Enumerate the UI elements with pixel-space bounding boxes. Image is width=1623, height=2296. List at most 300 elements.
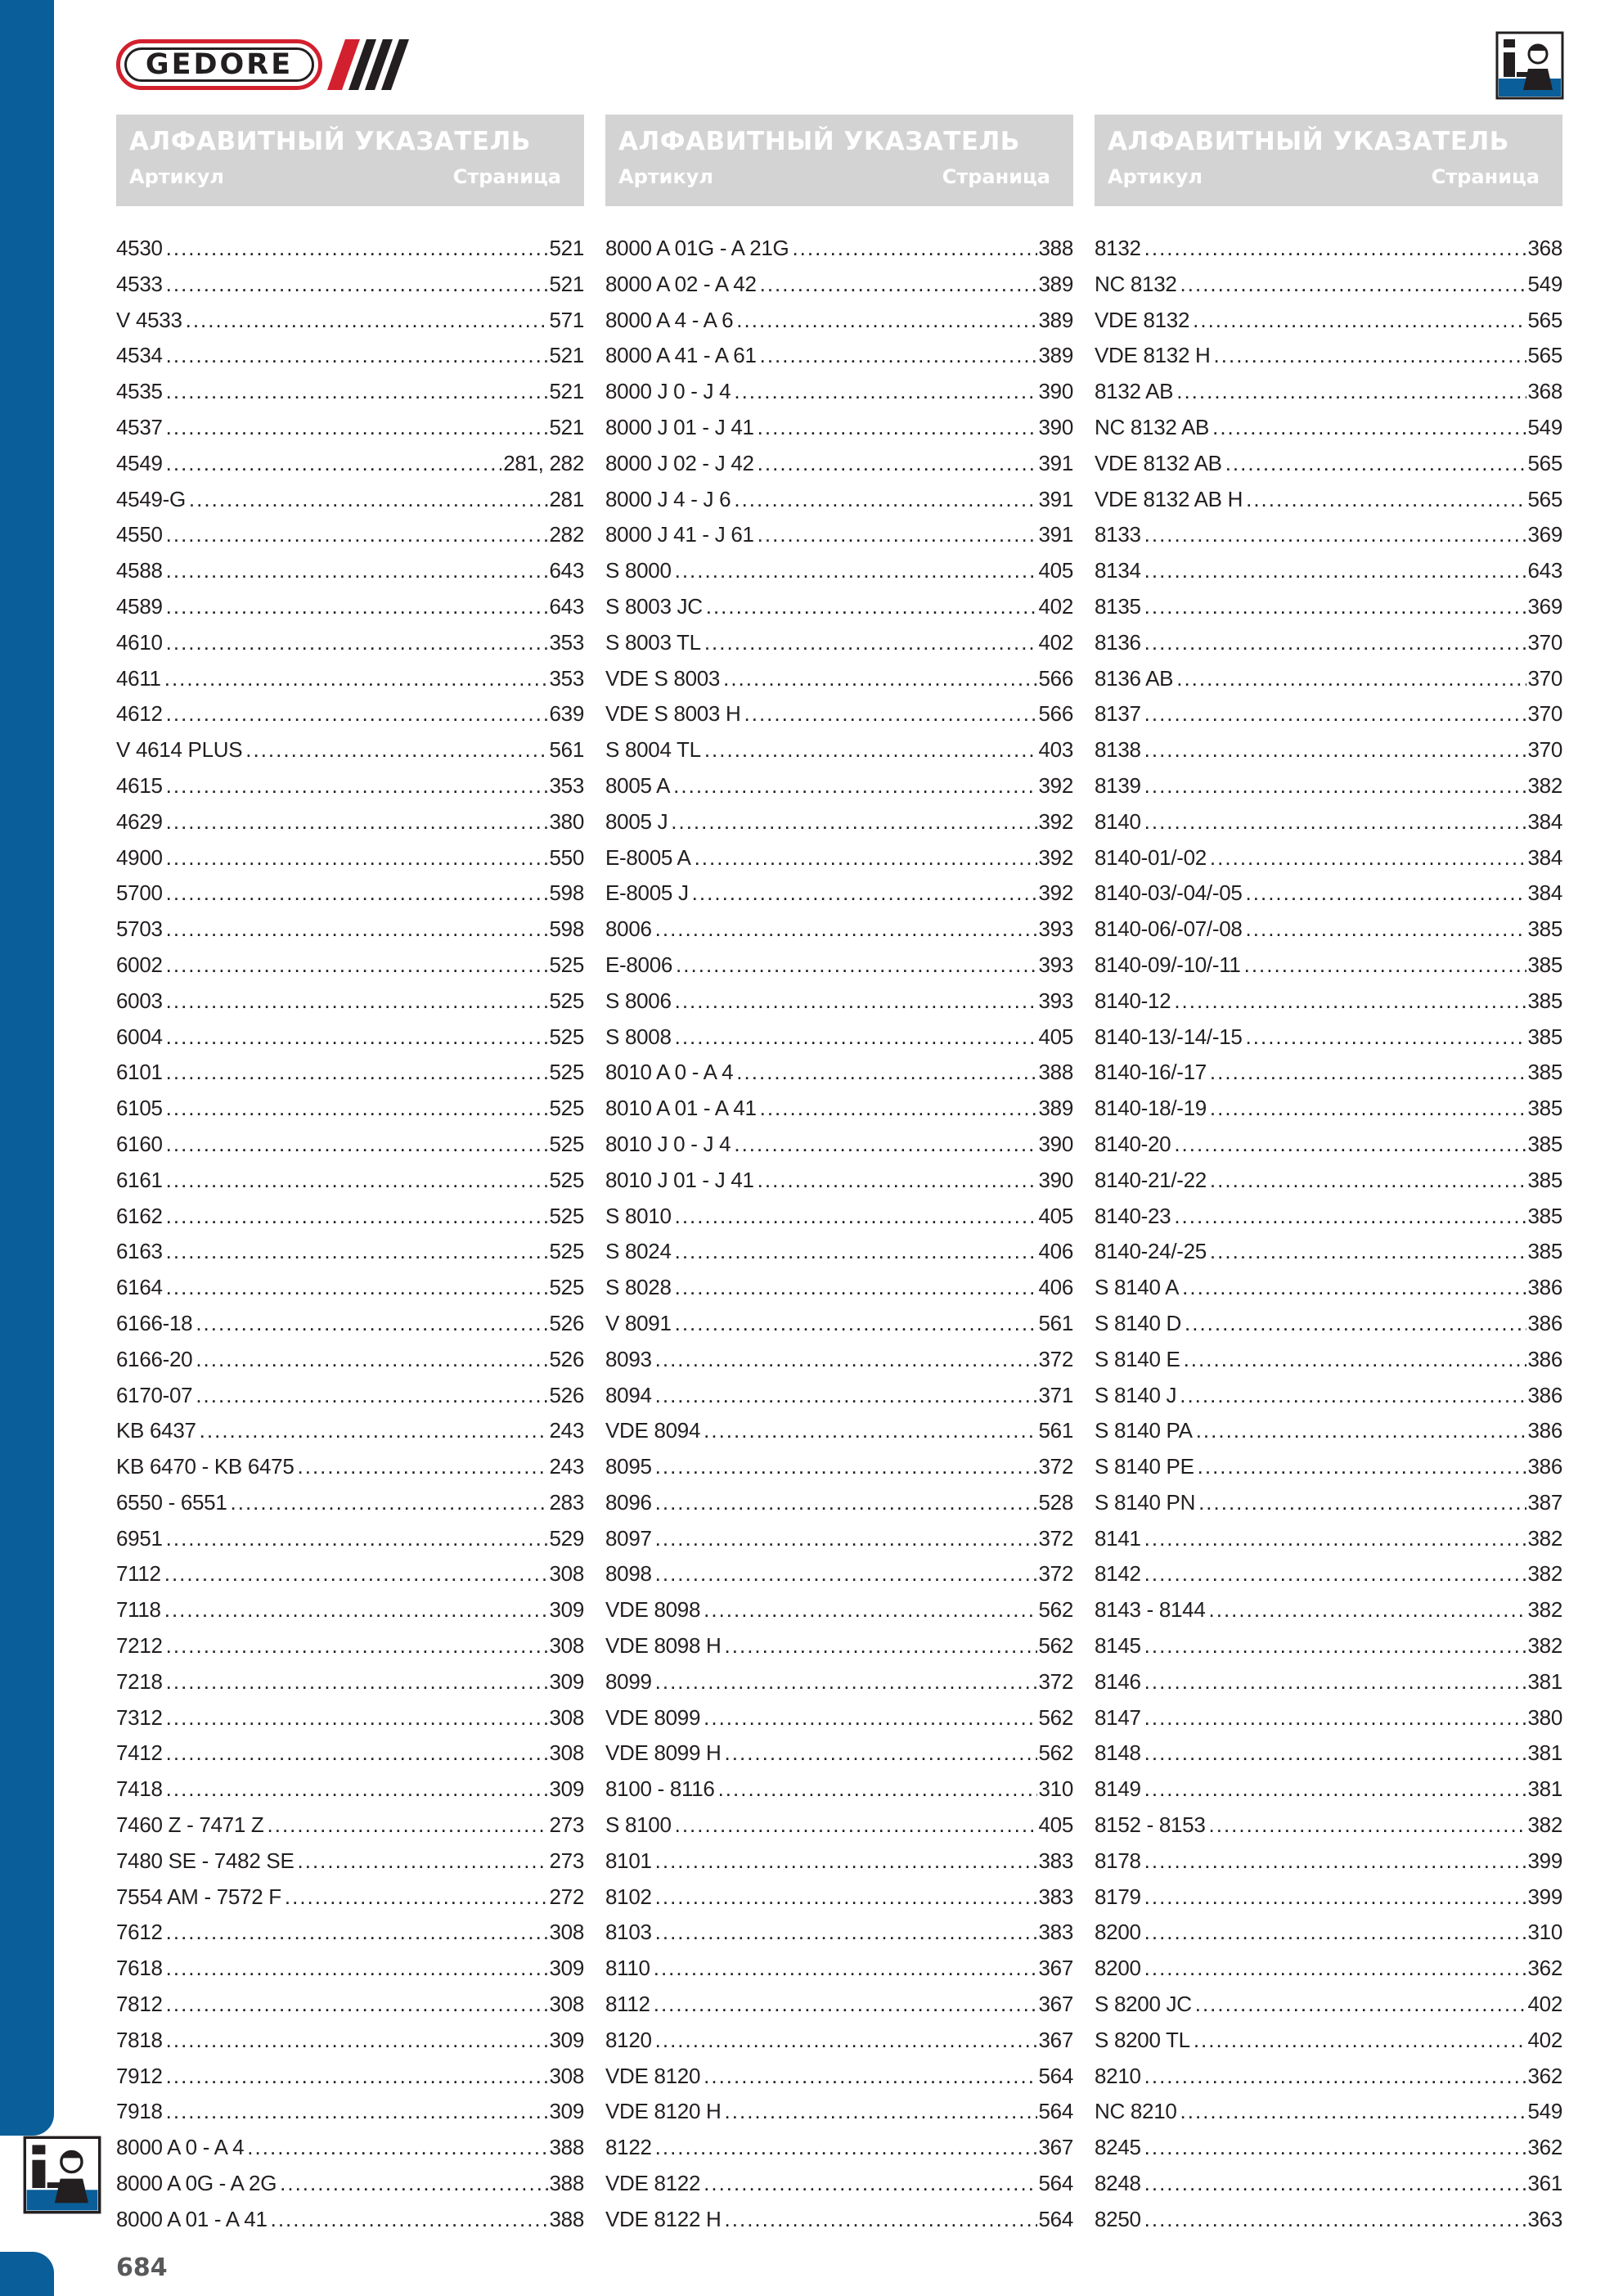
article-number: 8010 J 0 - J 4 (605, 1131, 731, 1156)
index-entry (1095, 451, 1562, 487)
page-reference: 562 (1038, 1704, 1073, 1730)
article-number: VDE 8098 (605, 1597, 701, 1623)
dot-leader (245, 737, 547, 763)
page-reference: 310 (1038, 1776, 1073, 1802)
page-reference: 372 (1038, 1525, 1073, 1551)
article-number: 8098 (605, 1561, 652, 1587)
article-number: 8000 A 01G - A 21G (605, 236, 789, 260)
page-reference: 372 (1038, 1346, 1073, 1371)
dot-leader (725, 1740, 1037, 1766)
article-number: 8140-23 (1095, 1203, 1171, 1228)
article-number: 8143 - 8144 (1095, 1597, 1206, 1623)
info-worker-icon (1495, 31, 1564, 100)
article-number: E-8005 J (605, 880, 689, 906)
index-column-3 (1095, 115, 1562, 2243)
dot-leader (164, 666, 548, 691)
dot-leader (268, 1812, 548, 1838)
article-number: 8110 (605, 1956, 650, 1981)
index-entry (1095, 2135, 1562, 2171)
page-number: 684 (116, 2253, 168, 2282)
page-reference: 382 (1527, 1597, 1562, 1623)
dot-leader (760, 343, 1037, 368)
article-number: 4537 (116, 414, 163, 439)
dot-leader (166, 1168, 548, 1193)
index-entry (605, 1275, 1073, 1311)
index-entry (605, 988, 1073, 1024)
article-number: 8132 AB (1095, 379, 1174, 404)
page-reference: 369 (1527, 522, 1562, 547)
article-number: 8099 (605, 1668, 652, 1694)
dot-leader (166, 1024, 548, 1050)
page-reference: 308 (549, 1561, 584, 1587)
dot-leader (298, 1454, 548, 1479)
dot-leader (736, 1060, 1036, 1085)
page-reference: 389 (1038, 307, 1073, 332)
index-entry (605, 1383, 1073, 1419)
dot-leader (166, 415, 548, 440)
page-reference: 565 (1527, 450, 1562, 475)
article-number: S 8024 (605, 1239, 672, 1264)
index-entry (605, 701, 1073, 737)
index-entry (1095, 809, 1562, 845)
index-entry (116, 988, 584, 1024)
article-number: 8140-24/-25 (1095, 1239, 1207, 1264)
dot-leader (1210, 1239, 1526, 1264)
dot-leader (166, 809, 548, 835)
page-reference: 639 (549, 701, 584, 727)
dot-leader (166, 952, 548, 978)
article-number: VDE 8098 H (605, 1633, 722, 1659)
dot-leader (1180, 272, 1526, 297)
info-worker-icon (23, 2136, 101, 2214)
index-entry (1095, 1920, 1562, 1956)
page-reference: 564 (1038, 2171, 1073, 2196)
logo-pill-inner (124, 47, 314, 82)
dot-leader (1144, 1669, 1526, 1695)
dot-leader (760, 272, 1037, 297)
article-number: 4629 (116, 808, 163, 834)
index-entry (1095, 1454, 1562, 1490)
article-number: 8094 (605, 1382, 652, 1407)
page-reference: 393 (1038, 916, 1073, 942)
page-reference: 388 (549, 2135, 584, 2160)
article-number: 8000 A 0 - A 4 (116, 2135, 245, 2160)
page-reference: 526 (549, 1346, 584, 1371)
article-number: 8135 (1095, 593, 1141, 619)
page-reference: 353 (549, 772, 584, 798)
index-entry (605, 1956, 1073, 1992)
index-entry (1095, 1347, 1562, 1383)
page-reference: 392 (1038, 772, 1073, 798)
index-entry (116, 1311, 584, 1347)
index-entry (116, 1669, 584, 1705)
page-reference: 372 (1038, 1561, 1073, 1587)
article-number: S 8010 (605, 1203, 672, 1228)
index-entry (116, 2135, 584, 2171)
index-entry (116, 415, 584, 451)
index-entry (605, 2028, 1073, 2064)
article-number: 8093 (605, 1346, 652, 1371)
page-reference: 525 (549, 1096, 584, 1121)
article-number: S 8008 (605, 1024, 672, 1049)
dot-leader (1144, 1920, 1526, 1945)
article-number: 7412 (116, 1740, 163, 1766)
article-number: 6003 (116, 988, 163, 1013)
index-entry (1095, 1311, 1562, 1347)
article-number: 8200 (1095, 1956, 1141, 1981)
dot-leader (166, 1060, 548, 1085)
index-entry (605, 1776, 1073, 1812)
index-entry (116, 1132, 584, 1168)
page-reference: 402 (1038, 593, 1073, 619)
article-number: 8250 (1095, 2206, 1141, 2231)
index-entry (1095, 952, 1562, 988)
dot-leader (655, 1669, 1037, 1695)
article-number: 6162 (116, 1203, 163, 1228)
article-number: 4530 (116, 236, 163, 260)
page-reference: 309 (549, 2099, 584, 2124)
index-entry (116, 880, 584, 916)
index-entry (1095, 737, 1562, 773)
index-entry (1095, 2064, 1562, 2100)
index-entry (116, 916, 584, 952)
article-number: 7618 (116, 1956, 163, 1981)
index-entry (1095, 988, 1562, 1024)
index-entry (605, 1561, 1073, 1597)
index-entry (116, 451, 584, 487)
index-entry (116, 1347, 584, 1383)
dot-leader (706, 594, 1037, 619)
dot-leader (1144, 1526, 1526, 1551)
article-number: 8200 (1095, 1920, 1141, 1945)
page-reference: 385 (1527, 1167, 1562, 1192)
article-number: 4533 (116, 271, 163, 296)
article-number: 8140-09/-10/-11 (1095, 952, 1241, 977)
dot-leader (166, 1669, 548, 1695)
page-reference: 405 (1038, 1024, 1073, 1049)
page-reference: 525 (549, 1131, 584, 1156)
dot-leader (692, 880, 1037, 906)
dot-leader (166, 451, 502, 476)
index-entry (1095, 1204, 1562, 1240)
dot-leader (655, 2028, 1037, 2053)
index-entry (605, 1884, 1073, 1920)
page-reference: 282 (549, 522, 584, 547)
dot-leader (1182, 1275, 1526, 1300)
page-reference: 402 (1527, 1992, 1562, 2017)
dot-leader (166, 2099, 548, 2124)
dot-leader (1246, 1024, 1526, 1050)
index-entry (116, 1561, 584, 1597)
dot-leader (196, 1311, 547, 1336)
index-list (116, 236, 584, 2243)
article-heading: Артикул (129, 165, 224, 188)
index-entry (605, 666, 1073, 702)
page-reference: 385 (1527, 1131, 1562, 1156)
article-number: 7612 (116, 1920, 163, 1945)
page-reference: 308 (549, 2063, 584, 2088)
page-reference: 273 (549, 1812, 584, 1838)
article-number: 8146 (1095, 1668, 1141, 1694)
dot-leader (166, 594, 548, 619)
page-reference: 383 (1038, 1848, 1073, 1873)
page-reference: 566 (1038, 665, 1073, 691)
page-reference: 385 (1527, 988, 1562, 1013)
dot-leader (166, 845, 548, 871)
page-reference: 384 (1527, 844, 1562, 870)
index-entry (116, 737, 584, 773)
page-reference: 386 (1527, 1382, 1562, 1407)
index-entry (1095, 1812, 1562, 1848)
page-reference: 392 (1038, 880, 1073, 906)
article-number: VDE 8132 (1095, 307, 1190, 332)
index-entry (1095, 2171, 1562, 2207)
article-number: 7312 (116, 1704, 163, 1730)
article-number: 7218 (116, 1668, 163, 1694)
article-number: VDE 8132 H (1095, 343, 1211, 368)
article-number: 6101 (116, 1060, 163, 1085)
page-reference: 525 (549, 988, 584, 1013)
page-reference: 526 (549, 1310, 584, 1335)
article-number: 7460 Z - 7471 Z (116, 1812, 264, 1838)
article-number: 8000 J 0 - J 4 (605, 379, 731, 404)
dot-leader (166, 773, 548, 799)
page-reference: 549 (1527, 271, 1562, 296)
dot-leader (166, 630, 548, 655)
index-entry (1095, 701, 1562, 737)
dot-leader (1144, 1884, 1526, 1910)
dot-leader (1195, 1992, 1526, 2017)
article-number: 8000 A 0G - A 2G (116, 2171, 277, 2196)
index-entry (1095, 1275, 1562, 1311)
dot-leader (196, 1347, 547, 1372)
dot-leader (758, 522, 1037, 547)
dot-leader (164, 1561, 548, 1587)
column-title: АЛФАВИТНЫЙ УКАЗАТЕЛЬ (129, 127, 531, 156)
index-entry (605, 880, 1073, 916)
article-number: 6160 (116, 1131, 163, 1156)
dot-leader (704, 630, 1037, 655)
page-reference: 561 (1038, 1310, 1073, 1335)
dot-leader (271, 2207, 548, 2232)
article-number: 8010 A 01 - A 41 (605, 1096, 757, 1121)
index-entry (605, 2064, 1073, 2100)
index-entry (116, 1812, 584, 1848)
article-number: 8140-13/-14/-15 (1095, 1024, 1243, 1049)
dot-leader (1176, 379, 1526, 404)
article-number: S 8140 J (1095, 1382, 1177, 1407)
index-entry (605, 1239, 1073, 1275)
index-entry (116, 1490, 584, 1526)
page-reference: 309 (549, 2027, 584, 2052)
index-entry (1095, 1132, 1562, 1168)
index-entry (605, 630, 1073, 666)
page-reference: 391 (1038, 522, 1073, 547)
article-number: 8248 (1095, 2171, 1141, 2196)
page-reference: 281, 282 (503, 450, 584, 475)
dot-leader (1144, 1776, 1526, 1802)
page-reference: 309 (549, 1597, 584, 1623)
index-entry (605, 845, 1073, 881)
dot-leader (166, 1920, 548, 1945)
article-number: NC 8210 (1095, 2099, 1177, 2124)
page-reference: 521 (549, 414, 584, 439)
article-number: 8140-21/-22 (1095, 1167, 1207, 1192)
page-reference: 383 (1038, 1920, 1073, 1945)
page-reference: 389 (1038, 1096, 1073, 1121)
article-number: V 8091 (605, 1310, 672, 1335)
dot-leader (1144, 773, 1526, 799)
page-reference: 361 (1527, 2171, 1562, 2196)
article-number: 8152 - 8153 (1095, 1812, 1206, 1838)
article-number: VDE 8122 H (605, 2206, 722, 2231)
page-reference: 367 (1038, 2027, 1073, 2052)
page-reference: 525 (549, 1239, 584, 1264)
page-reference: 382 (1527, 772, 1562, 798)
article-number: 8134 (1095, 558, 1141, 583)
dot-leader (1210, 1168, 1526, 1193)
dot-leader (1196, 1418, 1526, 1443)
page-reference: 564 (1038, 2063, 1073, 2088)
dot-leader (675, 1311, 1037, 1336)
page-reference: 405 (1038, 1812, 1073, 1838)
article-number: 8133 (1095, 522, 1141, 547)
dot-leader (166, 343, 548, 368)
page-reference: 386 (1527, 1454, 1562, 1479)
index-entry (116, 1992, 584, 2028)
index-entry (116, 594, 584, 630)
dot-leader (1210, 845, 1526, 871)
page-reference: 565 (1527, 486, 1562, 511)
article-number: VDE 8132 AB H (1095, 486, 1243, 511)
index-entry (605, 1526, 1073, 1562)
dot-leader (758, 1168, 1037, 1193)
article-number: 5703 (116, 916, 163, 942)
page-reference: 566 (1038, 701, 1073, 727)
index-entry (1095, 343, 1562, 379)
page-reference: 564 (1038, 2206, 1073, 2231)
article-number: 8000 A 41 - A 61 (605, 343, 757, 368)
article-number: 4549 (116, 450, 163, 475)
dot-leader (166, 701, 548, 727)
article-number: 7812 (116, 1992, 163, 2017)
dot-leader (1174, 988, 1526, 1014)
article-number: 8096 (605, 1489, 652, 1515)
dot-leader (704, 1597, 1036, 1623)
dot-leader (655, 1848, 1037, 1874)
dot-leader (655, 1526, 1037, 1551)
article-number: 8140-20 (1095, 1131, 1171, 1156)
article-number: VDE 8120 H (605, 2099, 722, 2124)
index-entry (1095, 1561, 1562, 1597)
dot-leader (166, 1526, 548, 1551)
column-title: АЛФАВИТНЫЙ УКАЗАТЕЛЬ (1108, 127, 1509, 156)
article-number: 8140 (1095, 808, 1141, 834)
page-reference: 386 (1527, 1346, 1562, 1371)
page-reference: 380 (549, 808, 584, 834)
page-reference: 368 (1527, 379, 1562, 404)
column-header (605, 115, 1073, 206)
article-number: 8147 (1095, 1704, 1141, 1730)
page-reference: 363 (1527, 2206, 1562, 2231)
page-reference: 383 (1038, 1884, 1073, 1909)
page-reference: 370 (1527, 629, 1562, 655)
dot-leader (654, 1992, 1037, 2017)
page-reference: 406 (1038, 1239, 1073, 1264)
dot-leader (1174, 1204, 1526, 1229)
page-reference: 382 (1527, 1561, 1562, 1587)
dot-leader (166, 916, 548, 942)
index-entry (605, 522, 1073, 558)
dot-leader (1225, 451, 1526, 476)
index-entry (116, 1204, 584, 1240)
article-number: 8140-12 (1095, 988, 1171, 1013)
dot-leader (725, 1633, 1037, 1659)
article-number: KB 6470 - KB 6475 (116, 1454, 294, 1479)
dot-leader (166, 1096, 548, 1121)
index-entry (1095, 1633, 1562, 1669)
page-reference: 283 (549, 1489, 584, 1515)
article-number: S 8003 JC (605, 593, 703, 619)
article-number: 8210 (1095, 2063, 1141, 2088)
page-reference: 643 (549, 558, 584, 583)
index-entry (605, 1633, 1073, 1669)
dot-leader (725, 2099, 1037, 2124)
article-number: 4611 (116, 665, 161, 691)
dot-leader (1144, 630, 1526, 655)
page-reference: 384 (1527, 808, 1562, 834)
article-number: 7554 AM - 7572 F (116, 1884, 281, 1909)
article-number: 8140-18/-19 (1095, 1096, 1207, 1121)
page-reference: 380 (1527, 1704, 1562, 1730)
article-number: S 8140 D (1095, 1310, 1182, 1335)
index-entry (605, 2171, 1073, 2207)
dot-leader (1184, 1347, 1526, 1372)
article-number: 4534 (116, 343, 163, 368)
page-heading: Страница (452, 165, 561, 188)
page-reference: 384 (1527, 880, 1562, 906)
article-number: V 4614 PLUS (116, 737, 243, 763)
dot-leader (166, 1776, 548, 1802)
article-number: S 8006 (605, 988, 672, 1013)
dot-leader (1144, 594, 1526, 619)
article-number: S 8028 (605, 1275, 672, 1300)
dot-leader (166, 1956, 548, 1981)
index-entry (1095, 308, 1562, 344)
article-number: 8000 J 01 - J 41 (605, 414, 754, 439)
dot-leader (1198, 1454, 1526, 1479)
dot-leader (1194, 2028, 1526, 2053)
article-number: 8000 A 01 - A 41 (116, 2206, 268, 2231)
page-reference: 393 (1038, 952, 1073, 977)
page-reference: 386 (1527, 1418, 1562, 1443)
index-entry (605, 487, 1073, 523)
index-entry (116, 773, 584, 809)
article-number: 4900 (116, 844, 163, 870)
index-entry (1095, 1992, 1562, 2028)
index-entry (116, 1383, 584, 1419)
index-entry (116, 1526, 584, 1562)
article-number: 8000 A 4 - A 6 (605, 307, 734, 332)
dot-leader (166, 272, 548, 297)
index-entry (1095, 379, 1562, 415)
index-entry (605, 1311, 1073, 1347)
page-reference: 598 (549, 880, 584, 906)
page-reference: 372 (1038, 1668, 1073, 1694)
dot-leader (1246, 487, 1526, 512)
page-reference: 393 (1038, 988, 1073, 1013)
page-reference: 565 (1527, 307, 1562, 332)
